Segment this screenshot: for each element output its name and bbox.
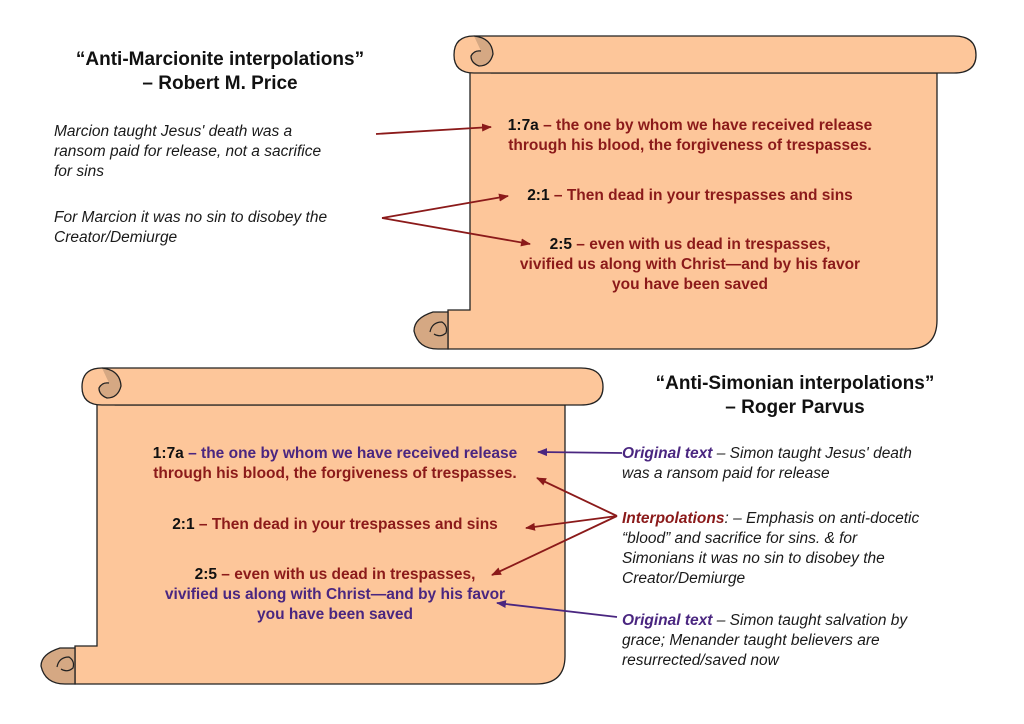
bottom-scroll-body (75, 388, 565, 684)
verse-ref: 1:7a (152, 445, 184, 462)
top-heading-line2: – Robert M. Price (142, 73, 298, 94)
verse-ref: 2:5 (194, 566, 217, 583)
top-verse-2-5: 2:5 – even with us dead in trespasses, vivified us along with Christ—and by his favor you have been saved (519, 236, 861, 293)
top-heading (40, 48, 400, 96)
original-text-label: Original text (622, 445, 713, 462)
note-marcion-sin: For Marcion it was no sin to disobey the Creator/Demiurge (54, 209, 328, 246)
verse-ref: 2:1 (172, 516, 195, 533)
bottom-verse-1-7a: 1:7a – the one by whom we have received release through his blood, the forgiveness of trespasses. (152, 445, 518, 482)
bottom-verse-2-1: 2:1 – Then dead in your trespasses and sins (172, 516, 498, 533)
bottom-scroll-curl-bottom (41, 648, 75, 684)
interpolations-label: Interpolations (622, 510, 725, 527)
verse-ref: 2:1 (527, 187, 550, 204)
verse-ref: 1:7a (507, 117, 539, 134)
top-scroll-curl-bottom (414, 312, 448, 349)
bottom-heading (610, 372, 980, 420)
note-interpolations: Interpolations: – Emphasis on anti-docetic “blood” and sacrifice for sins. & for Simonians it was no sin to disobey the Creator/Demiurge (622, 510, 920, 587)
top-verse-1-7a: 1:7a – the one by whom we have received release through his blood, the forgiveness of trespasses. (507, 117, 873, 154)
note-simon-original-2: Original text – Simon taught salvation by grace; Menander taught believers are resurrected/saved now (622, 612, 908, 669)
bottom-scroll-roll (82, 368, 603, 405)
original-text-label: Original text (622, 612, 713, 629)
bottom-heading-line2: – Roger Parvus (725, 397, 865, 418)
bottom-verse-2-5: 2:5 – even with us dead in trespasses, vivified us along with Christ—and by his favor you have been saved (164, 566, 506, 623)
verse-ref: 2:5 (549, 236, 572, 253)
top-verse-2-1: 2:1 – Then dead in your trespasses and sins (527, 187, 853, 204)
note-simon-original-1: Original text – Simon taught Jesus' death was a ransom paid for release (622, 445, 912, 482)
top-heading-line1: “Anti-Marcionite interpolations” (75, 49, 365, 70)
bottom-heading-line1: “Anti-Simonian interpolations” (655, 373, 935, 394)
note-marcion-ransom: Marcion taught Jesus' death was a ransom paid for release, not a sacrifice for sins (54, 123, 322, 180)
top-scroll-roll (454, 36, 976, 73)
